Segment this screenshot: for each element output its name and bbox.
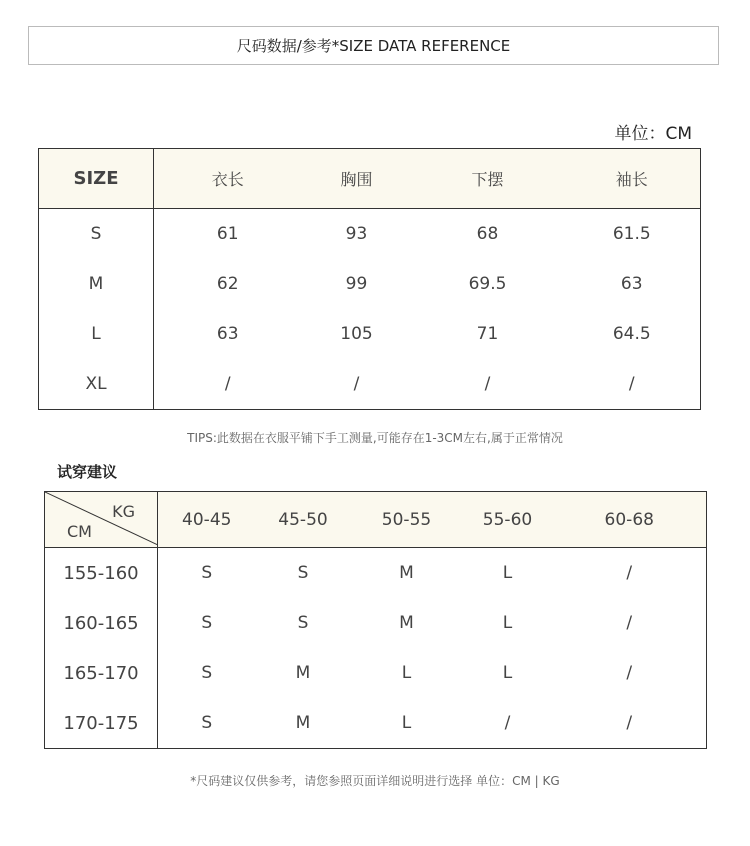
recommend-title: 试穿建议 — [57, 463, 118, 481]
height-cell: 155-160 — [45, 548, 158, 599]
recommend-table-header — [45, 492, 707, 548]
recommend-table — [44, 491, 707, 749]
size-cell: S — [297, 613, 309, 633]
value-cell: 71 — [476, 324, 499, 344]
height-cell: 160-165 — [45, 598, 158, 648]
value-cell: 93 — [345, 224, 368, 244]
size-table-header — [39, 149, 701, 209]
tips-text: TIPS:此数据在衣服平铺下手工测量,可能存在1-3CM左右,属于正常情况 — [187, 431, 563, 445]
table-row — [39, 259, 701, 309]
weight-header: 45-50 — [256, 492, 351, 548]
height-cell: 170-175 — [45, 698, 158, 749]
corner-cm-label: CM — [67, 522, 92, 541]
table-row — [39, 309, 701, 359]
size-cell: M — [39, 259, 154, 309]
value-cell: / — [353, 374, 360, 394]
height-cell: 165-170 — [45, 648, 158, 698]
value-cell: 64.5 — [612, 324, 651, 344]
table-row — [45, 698, 707, 749]
size-cell: L — [502, 613, 513, 633]
value-cell: 68 — [476, 224, 499, 244]
table-row — [39, 209, 701, 260]
diagonal-divider — [45, 492, 158, 545]
corner-cell — [45, 492, 158, 548]
size-cell: L — [401, 713, 412, 733]
size-cell: / — [626, 713, 633, 733]
size-cell: S — [201, 563, 213, 583]
value-cell: / — [224, 374, 231, 394]
header-chest: 胸围 — [302, 149, 412, 209]
size-cell: S — [201, 613, 213, 633]
size-cell: S — [201, 713, 213, 733]
header-size: SIZE — [39, 149, 154, 209]
header-length: 衣长 — [154, 149, 302, 209]
table-row — [45, 648, 707, 698]
value-cell: 61.5 — [612, 224, 651, 244]
size-cell: L — [401, 663, 412, 683]
value-cell: 62 — [216, 274, 239, 294]
weight-header: 55-60 — [463, 492, 553, 548]
weight-header: 50-55 — [351, 492, 463, 548]
size-cell: S — [297, 563, 309, 583]
size-cell: / — [626, 563, 633, 583]
value-cell: 61 — [216, 224, 239, 244]
table-row — [45, 598, 707, 648]
size-cell: XL — [39, 359, 154, 410]
corner-kg-label: KG — [112, 502, 135, 521]
table-row — [45, 548, 707, 599]
value-cell: 105 — [340, 324, 373, 344]
size-cell: / — [504, 713, 511, 733]
value-cell: 63 — [216, 324, 239, 344]
size-cell: M — [399, 613, 414, 633]
size-cell: L — [39, 309, 154, 359]
page-title: 尺码数据/参考*SIZE DATA REFERENCE — [28, 26, 719, 65]
size-cell: M — [295, 663, 311, 683]
value-cell: / — [484, 374, 491, 394]
size-cell: M — [295, 713, 311, 733]
size-cell: L — [502, 663, 513, 683]
footer-note: *尺码建议仅供参考，请您参照页面详细说明进行选择 单位：CM | KG — [190, 774, 560, 788]
weight-header: 40-45 — [158, 492, 256, 548]
value-cell: / — [628, 374, 635, 394]
size-cell: S — [39, 209, 154, 260]
size-cell: M — [399, 563, 414, 583]
table-row — [39, 359, 701, 410]
unit-label: 单位：CM — [614, 124, 692, 144]
value-cell: 99 — [345, 274, 368, 294]
size-data-table — [38, 148, 701, 410]
size-cell: S — [201, 663, 213, 683]
value-cell: 63 — [620, 274, 643, 294]
header-hem: 下摆 — [412, 149, 564, 209]
header-sleeve: 袖长 — [564, 149, 701, 209]
value-cell: 69.5 — [468, 274, 507, 294]
size-cell: L — [502, 563, 513, 583]
size-cell: / — [626, 663, 633, 683]
size-cell: / — [626, 613, 633, 633]
weight-header: 60-68 — [553, 492, 707, 548]
